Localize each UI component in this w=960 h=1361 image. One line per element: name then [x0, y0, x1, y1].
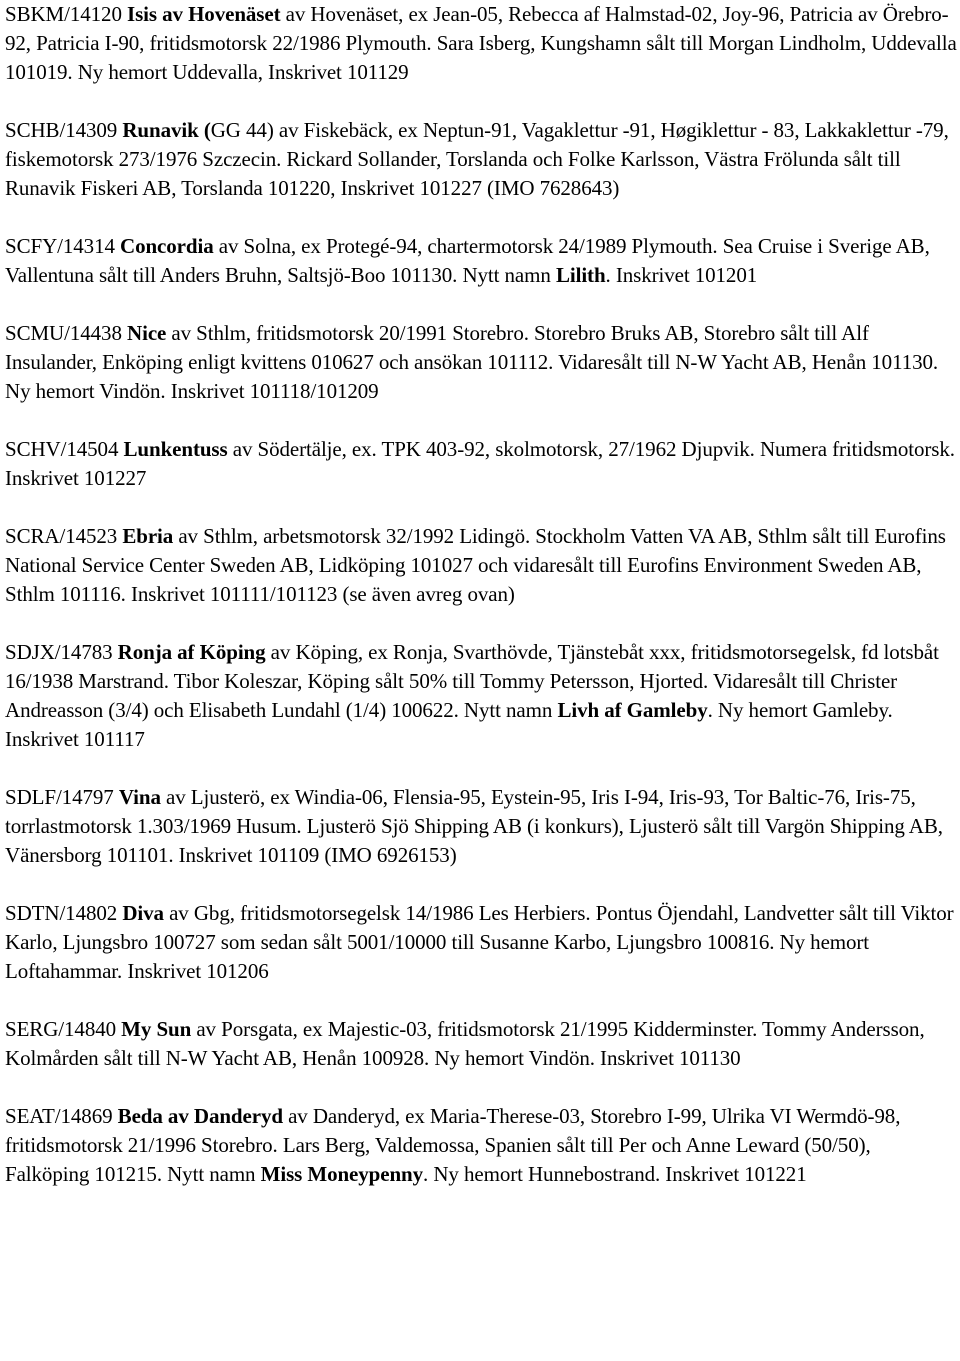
registry-entry: [5, 319, 960, 406]
entry-text: av Hovenäset, ex Jean-05, Rebecca af Halmstad-02, Joy-96, Patricia av Örebro-92, Patricia I-90, fritidsmotorsk 22/1986 Plymouth. Sara Isberg, Kungshamn sålt till Morgan Lindholm, Uddevalla 101019. Ny hemort Uddevalla, Inskrivet 101129: [5, 2, 957, 84]
entry-text: SCHV/14504: [5, 437, 124, 461]
entry-text: SBKM/14120: [5, 2, 128, 26]
vessel-name: Lunkentuss: [123, 437, 228, 461]
registry-entry: [5, 1015, 960, 1073]
vessel-name: Vina: [118, 785, 161, 809]
entry-text: SCRA/14523: [5, 524, 123, 548]
entry-text: SCMU/14438: [5, 321, 128, 345]
registry-entry: [5, 0, 960, 87]
entry-text: . Ny hemort Hunnebostrand. Inskrivet 101221: [423, 1162, 807, 1186]
entry-text: av Porsgata, ex Majestic-03, fritidsmotorsk 21/1995 Kidderminster. Tommy Andersson, Kolmården sålt till N-W Yacht AB, Henån 100928. Ny hemort Vindön. Inskrivet 101130: [5, 1017, 925, 1070]
vessel-name: Diva: [122, 901, 164, 925]
registry-entry: [5, 783, 960, 870]
registry-entry: [5, 232, 960, 290]
registry-entry: [5, 1102, 960, 1189]
registry-entry: [5, 435, 960, 493]
registry-entry: [5, 116, 960, 203]
vessel-name: Lilith: [555, 263, 606, 287]
vessel-name: Concordia: [120, 234, 214, 258]
vessel-name: Beda av Danderyd: [117, 1104, 283, 1128]
registry-entry: [5, 638, 960, 754]
vessel-name: Runavik (: [122, 118, 211, 142]
entry-text: av Sthlm, fritidsmotorsk 20/1991 Storebro. Storebro Bruks AB, Storebro sålt till Alf Insulander, Enköping enligt kvittens 010627 och ansökan 101112. Vidaresålt till N-W Yacht AB, Henån 101130. Ny hemort Vindön. Inskrivet 101118/101209: [5, 321, 939, 403]
vessel-name: Miss Moneypenny: [260, 1162, 424, 1186]
entry-text: SEAT/14869: [5, 1104, 118, 1128]
entry-text: . Ny hemort Gamleby. Inskrivet 101117: [5, 698, 893, 751]
entry-text: av Sthlm, arbetsmotorsk 32/1992 Lidingö. Stockholm Vatten VA AB, Sthlm sålt till Eurofins National Service Center Sweden AB, Lidköping 101027 och vidaresålt till Eurofins Environment Sweden AB, Sthlm 101116. Inskrivet 101111/101123 (se även avreg ovan): [5, 524, 946, 606]
entry-text: SCHB/14309: [5, 118, 123, 142]
entry-text: av Gbg, fritidsmotorsegelsk 14/1986 Les Herbiers. Pontus Öjendahl, Landvetter sålt till Viktor Karlo, Ljungsbro 100727 som sedan sålt 5001/10000 till Susanne Karbo, Ljungsbro 100816. Ny hemort Loftahammar. Inskrivet 101206: [5, 901, 954, 983]
vessel-name: My Sun: [121, 1017, 192, 1041]
registry-document: [5, 0, 960, 1189]
entry-text: SDLF/14797: [5, 785, 119, 809]
entry-text: . Inskrivet 101201: [605, 263, 758, 287]
vessel-name: Ebria: [122, 524, 174, 548]
registry-entry: [5, 522, 960, 609]
entry-text: av Danderyd, ex Maria-Therese-03, Storebro I-99, Ulrika VI Wermdö-98, fritidsmotorsk 21/1996 Storebro. Lars Berg, Valdemossa, Spanien sålt till Per och Anne Leward (50/50), Falköping 101215. Nytt namn: [5, 1104, 901, 1186]
registry-entry: [5, 899, 960, 986]
vessel-name: Isis av Hovenäset: [127, 2, 281, 26]
vessel-name: Nice: [127, 321, 167, 345]
entry-text: GG 44) av Fiskebäck, ex Neptun-91, Vagaklettur -91, Høgiklettur - 83, Lakkaklettur -79, fiskemotorsk 273/1976 Szczecin. Rickard Sollander, Torslanda och Folke Karlsson, Västra Frölunda sålt till Runavik Fiskeri AB, Torslanda 101220, Inskrivet 101227 (IMO 7628643): [5, 118, 949, 200]
entry-text: av Ljusterö, ex Windia-06, Flensia-95, Eystein-95, Iris I-94, Iris-93, Tor Baltic-76, Iris-75, torrlastmotorsk 1.303/1969 Husum. Ljusterö Sjö Shipping AB (i konkurs), Ljusterö sålt till Vargön Shipping AB, Vänersborg 101101. Inskrivet 101109 (IMO 6926153): [5, 785, 943, 867]
vessel-name: Livh af Gamleby: [557, 698, 708, 722]
entry-text: av Köping, ex Ronja, Svarthövde, Tjänstebåt xxx, fritidsmotorsegelsk, fd lotsbåt 16/1938 Marstrand. Tibor Koleszar, Köping sålt 50% till Tommy Petersson, Hjorted. Vidaresålt till Christer Andreasson (3/4) och Elisabeth Lundahl (1/4) 100622. Nytt namn: [5, 640, 939, 722]
entry-text: SCFY/14314: [5, 234, 121, 258]
entry-text: av Södertälje, ex. TPK 403-92, skolmotorsk, 27/1962 Djupvik. Numera fritidsmotorsk. Inskrivet 101227: [5, 437, 955, 490]
entry-text: SERG/14840: [5, 1017, 122, 1041]
entry-text: SDJX/14783: [5, 640, 118, 664]
entry-text: av Solna, ex Protegé-94, chartermotorsk 24/1989 Plymouth. Sea Cruise i Sverige AB, Vallentuna sålt till Anders Bruhn, Saltsjö-Boo 101130. Nytt namn: [5, 234, 930, 287]
entry-text: SDTN/14802: [5, 901, 123, 925]
vessel-name: Ronja af Köping: [117, 640, 266, 664]
